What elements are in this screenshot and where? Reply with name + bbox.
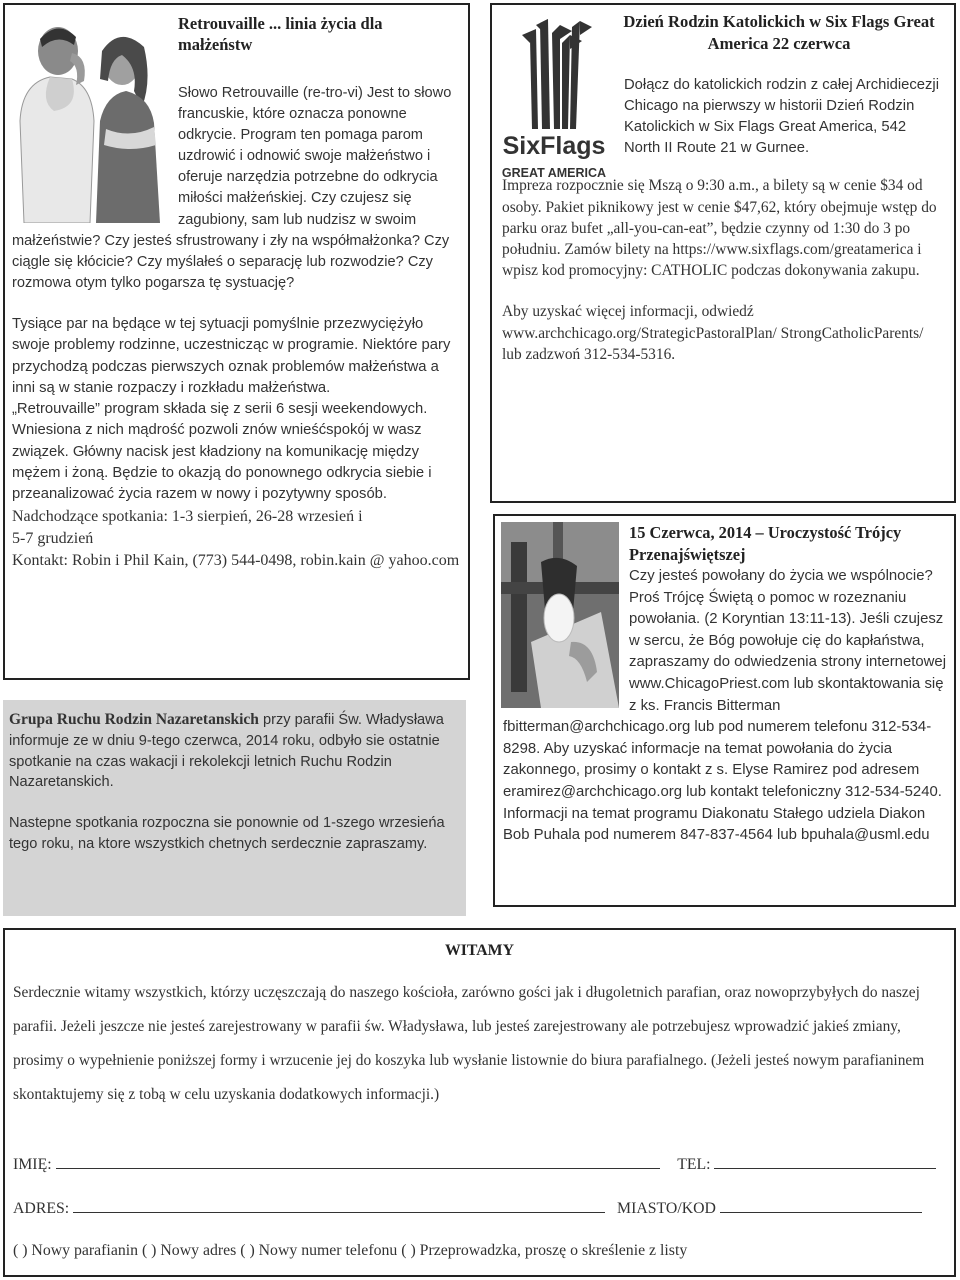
- six-flags-paragraph-2: Impreza rozpocznie się Mszą o 9:30 a.m., a bilety są w cenie $34 od osoby. Pakiet piknikowy jest w cenie $47,62, który obejmuje wstęp do parku oraz bufet „all-you-can-eat”, będzie czynny od 1:30 do 3 po południu. Zamów bilety na https://www.sixflags.com/greatamerica i wpisz kod promocyjny: CATHOLIC podczas dokonywania zakupu.: [502, 177, 937, 280]
- six-flags-paragraph-3: Aby uzyskać więcej informacji, odwiedź www.archchicago.org/StrategicPastoralPlan/ StrongCatholicParents/ lub zadzwoń 312-534-5316.: [502, 303, 924, 363]
- great-america-wordmark: GREAT AMERICA: [501, 166, 607, 180]
- meetings-line-1: Nadchodzące spotkania: 1-3 sierpień, 26-28 wrzesień i: [12, 507, 363, 525]
- tel-field[interactable]: [714, 1154, 936, 1169]
- option-moving[interactable]: ( ) Przeprowadzka, proszę o skreślenie z listy: [401, 1242, 688, 1259]
- trinity-section: [493, 514, 956, 907]
- retrouvaille-meetings: [12, 506, 460, 572]
- city-label: MIASTO/KOD: [617, 1200, 716, 1217]
- welcome-body: Serdecznie witamy wszystkich, którzy uczęszczają do naszego kościoła, zarówno gości jak i długoletnich parafian, oraz nowoprzybyłych do naszej parafii. Jeżeli jeszcze nie jesteś zarejestrowany w parafii św. Władysława, lub jesteś zarejestrowany ale potrzebujesz wprowadzić jakieś zmiany, prosimy o wypełnienie poniższej formy i wrzucenie jej do koszyka lub wysłanie listownie do biura parafialnego. (Jeżeli jesteś nowym parafianinem skontaktujemy się z tobą w celu uzyskania dodatkowych informacji.): [13, 984, 925, 1103]
- retrouvaille-section: [3, 3, 470, 680]
- options-row: [13, 1242, 946, 1260]
- option-new-phone[interactable]: ( ) Nowy numer telefonu: [240, 1242, 398, 1259]
- nazaret-text-1: przy parafii Św. Władysława informuje ze w dniu 9-tego czerwca, 2014 roku, odbyło sie ostatnie spotkanie na czas wakacji i rekolekcji letnich Ruchu Rodzin Nazaretanskich.: [9, 712, 444, 791]
- tel-label: TEL:: [677, 1156, 711, 1173]
- six-flags-logo: [500, 19, 608, 183]
- six-flags-wordmark: SixFlags: [502, 132, 606, 160]
- welcome-section: [3, 928, 956, 1277]
- name-label: IMIĘ:: [13, 1156, 52, 1173]
- six-flags-section: [490, 3, 956, 503]
- priest-host-photo: [501, 522, 619, 708]
- name-tel-row: [13, 1154, 946, 1174]
- name-field[interactable]: [56, 1154, 660, 1169]
- couple-photo: [10, 11, 170, 223]
- retrouvaille-paragraph-1: Słowo Retrouvaille (re-tro-vi) Jest to słowo francuskie, które oznacza ponowne odkrycie. Program ten pomaga parom uzdrowić i odnowić swoje małżeństwo i oferuje narzędzia potrzebne do odkrycia miłości małżeńskiej. Czy czujesz się zagubiony, sam lub nudzisz w swoim małżeństwie? Czy jesteś sfrustrowany i zły na współmałżonka? Czy ciągle się kłócicie? Czy myślałeś o separację lub rozwodzie? Czy rozmowa otym tylko pogarsza tę systuację?: [12, 85, 452, 291]
- retrouvaille-paragraph-2: Tysiące par na będące w tej sytuacji pomyślnie przezwyciężyło swoje problemy rodzinne, uczestnicząc w programie. Niektóre pary przychodzą podczas pierwszych oznak problemów małżeństwa a inni są w stanie rozpaczy i rozkładu małżeństwa.: [12, 315, 451, 396]
- nazaret-families-section: [3, 700, 466, 916]
- trinity-title: 15 Czerwca, 2014 – Uroczystość Trójcy Przenajświętszej: [629, 523, 902, 564]
- welcome-title: WITAMY: [444, 942, 515, 959]
- trinity-body: Czy jesteś powołany do życia we wspólnocie? Proś Trójcę Świętą o pomoc w rozeznaniu powołania. (2 Koryntian 13:11-13). Jeśli czujesz w sercu, że Bóg powołuje cię do kapłaństwa, zapraszamy do odwiedzenia strony internetowej www.ChicagoPriest.com lub skontaktowania się z ks. Francis Bitterman fbitterman@archchicago.org lub pod numerem telefonu 312-534-8298. Aby uzyskać informacje na temat powołania do życia zakonnego, prosimy o kontakt z s. Elyse Ramirez pod adresem eramirez@archchicago.org lub kontakt telefoniczny 312-534-5240. Informacji na temat programu Diakonatu Stałego udziela Diakon Bob Puhala pod numerem 847-837-4564 lub bpuhala@usml.edu: [503, 568, 947, 844]
- retrouvaille-paragraph-3: „Retrouvaille” program składa się z serii 6 sesji weekendowych. Wniesiona z nich mądrość pozwoli znów wnieśćspokój w wasz związek. Główny nacisk jest kładziony na komunikację między mężem i żoną. Będzie to okazją do ponownego odkrycia siebie i przeanalizować życia razem w nowy i pozytywny sposób.: [12, 401, 432, 503]
- option-new-parishioner[interactable]: ( ) Nowy parafianin: [13, 1242, 139, 1259]
- nazaret-paragraph-1: [9, 710, 460, 793]
- address-label: ADRES:: [13, 1200, 70, 1217]
- six-flags-title: Dzień Rodzin Katolickich w Six Flags Great America 22 czerwca: [623, 12, 935, 53]
- city-field[interactable]: [720, 1198, 922, 1213]
- address-field[interactable]: [73, 1198, 605, 1213]
- contact-line: Kontakt: Robin i Phil Kain, (773) 544-0498, robin.kain @ yahoo.com: [12, 551, 460, 569]
- nazaret-paragraph-2: Nastepne spotkania rozpoczna sie ponownie od 1-szego wrzesieńa tego roku, na ktore wszystkich chetnych serdecznie zapraszamy.: [9, 815, 445, 852]
- address-city-row: [13, 1198, 946, 1218]
- retrouvaille-title: Retrouvaille ... linia życia dla małżeństw: [178, 14, 383, 54]
- nazaret-title: Grupa Ruchu Rodzin Nazaretanskich: [9, 711, 259, 728]
- meetings-line-2: 5-7 grudzień: [12, 529, 94, 547]
- six-flags-paragraph-1: Dołącz do katolickich rodzin z całej Archidiecezji Chicago na pierwszy w historii Dzień Rodzin Katolickich w Six Flags Great America, 542 North II Route 21 w Gurnee.: [624, 77, 939, 157]
- option-new-address[interactable]: ( ) Nowy adres: [141, 1242, 237, 1259]
